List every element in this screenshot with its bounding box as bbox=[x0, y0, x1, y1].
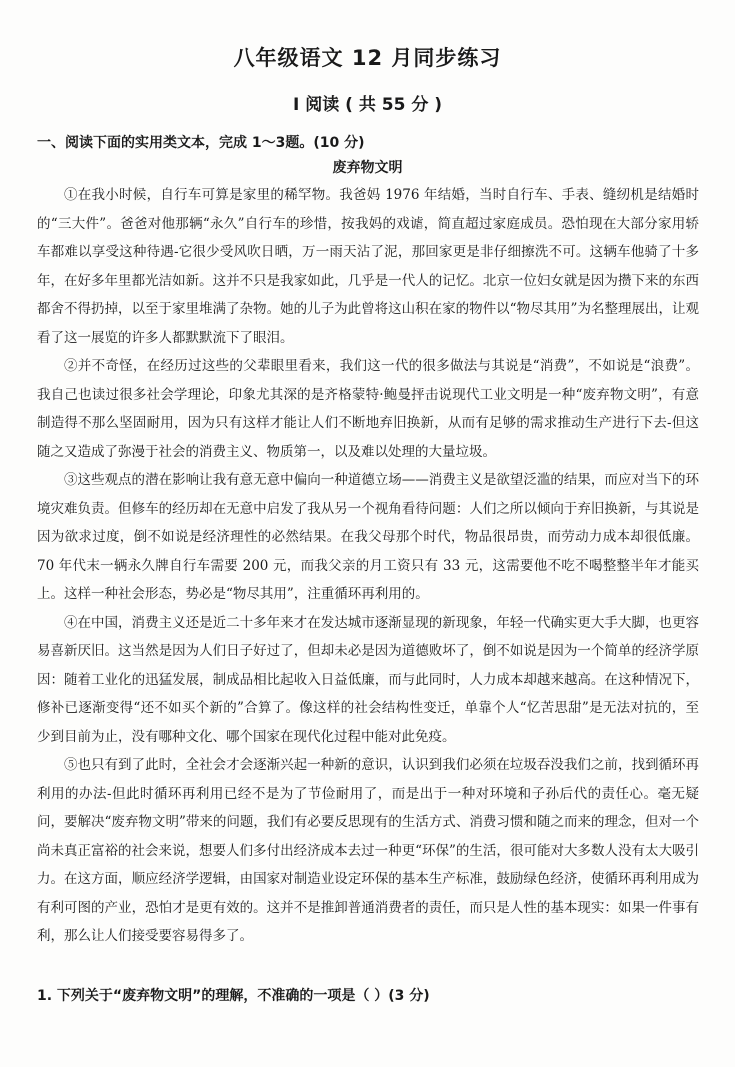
paragraph-1: ①在我小时候，自行车可算是家里的稀罕物。我爸妈 1976 年结婚，当时自行车、手表、缝纫机是结婚时的“三大件”。爸爸对他那辆“永久”自行车的珍惜，按我妈的戏谑，简直超过家庭成员。恐怕现在大部分家用轿车都难以享受这种待遇-它很少受风吹日晒，万一雨天沾了泥，那回家更是非仔细擦洗不可。这辆车他骑了十多年，在好多年里都光洁如新。这并不只是我家如此，几乎是一代人的记忆。北京一位妇女就是因为攒下来的东西都舍不得扔掉，以至于家里堆满了杂物。她的儿子为此曾将这山积在家的物件以“物尽其用”为名整理展出，让观看了这一展览的许多人都默默流下了眼泪。 bbox=[37, 187, 699, 346]
part-heading: I 阅读 ( 共 55 分 ) bbox=[292, 95, 443, 115]
exam-title: 八年级语文 12 月同步练习 bbox=[233, 46, 502, 70]
section-heading: 一、阅读下面的实用类文本，完成 1～3题。(10 分) bbox=[37, 135, 365, 151]
paragraph-4: ④在中国，消费主义还是近二十多年来才在发达城市逐渐显现的新现象，年轻一代确实更大手大脚，也更容易喜新厌旧。这当然是因为人们日子好过了，但却未必是因为道德败坏了，倒不如说是因为一个简单的经济学原因：随着工业化的迅猛发展，制成品相比起收入日益低廉，而与此同时，人力成本却越来越高。在这种情况下，修补已逐渐变得“还不如买个新的”合算了。像这样的社会结构性变迁，单靠个人“忆苦思甜”是无法对抗的，至少到目前为止，没有哪种文化、哪个国家在现代化过程中能对此免疫。 bbox=[37, 614, 699, 745]
paragraph-3: ③这些观点的潜在影响让我有意无意中偏向一种道德立场——消费主义是欲望泛滥的结果，而应对当下的环境灾难负责。但修车的经历却在无意中启发了我从另一个视角看待问题：人们之所以倾向于弃旧换新，与其说是因为欲求过度，倒不如说是经济理性的必然结果。在我父母那个时代，物品很昂贵，而劳动力成本却很低廉。70 年代末一辆永久牌自行车需要 200 元，而我父亲的月工资只有 33 元，这需要他不吃不喝整整半年才能买上。这样一种社会形态，势必是“物尽其用”，注重循环再利用的。 bbox=[37, 472, 699, 602]
article-title: 废弃物文明 bbox=[332, 160, 403, 176]
article-body bbox=[37, 181, 699, 951]
question-1: 1. 下列关于“废弃物文明”的理解，不准确的一项是（ ）(3 分) bbox=[37, 988, 430, 1004]
paragraph-5: ⑤也只有到了此时，全社会才会逐渐兴起一种新的意识，认识到我们必须在垃圾吞没我们之前，找到循环再利用的办法-但此时循环再利用已经不是为了节俭耐用了，而是出于一种对环境和子孙后代的责任心。毫无疑问，要解决“废弃物文明”带来的问题，我们有必要反思现有的生活方式、消费习惯和随之而来的理念，但对一个尚未真正富裕的社会来说，想要人们多付出经济成本去过一种更“环保”的生活，很可能对大多数人没有太大吸引力。在这方面，顺应经济学逻辑，由国家对制造业设定环保的基本生产标准，鼓励绿色经济，使循环再利用成为有利可图的产业，恐怕才是更有效的。这并不是推卸普通消费者的责任，而只是人性的基本现实：如果一件事有利，那么让人们接受要容易得多了。 bbox=[37, 757, 699, 944]
paragraph-2: ②并不奇怪，在经历过这些的父辈眼里看来，我们这一代的很多做法与其说是“消费”，不如说是“浪费”。我自己也读过很多社会学理论，印象尤其深的是齐格蒙特·鲍曼抨击说现代工业文明是一种“废弃物文明”，有意制造得不那么坚固耐用，因为只有这样才能让人们不断地弃旧换新，从而有足够的需求推动生产进行下去-但这随之又造成了弥漫于社会的消费主义、物质第一，以及难以处理的大量垃圾。 bbox=[37, 358, 699, 460]
